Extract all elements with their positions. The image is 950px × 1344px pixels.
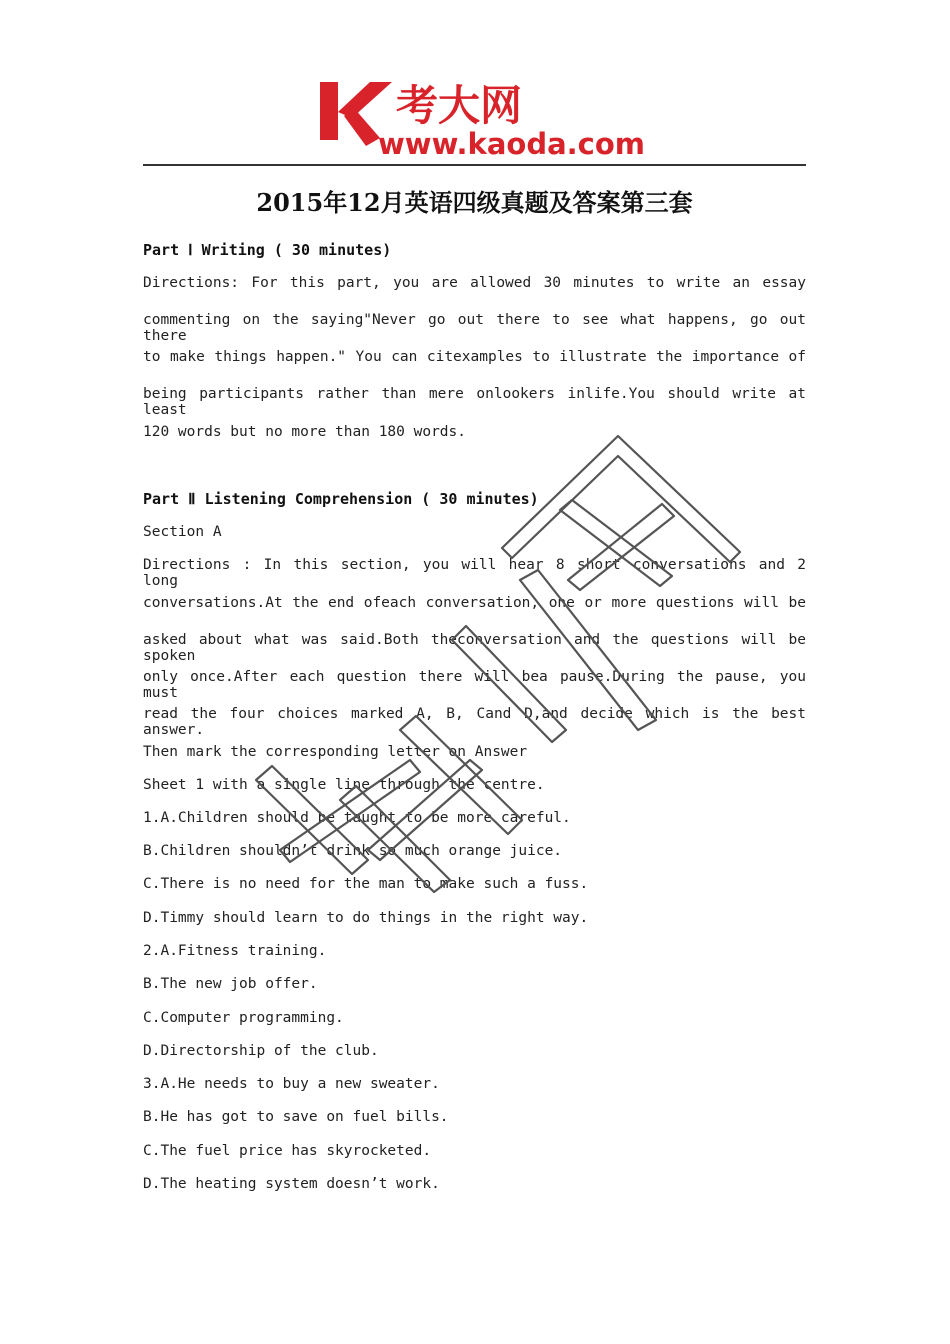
part2-directions-line: Sheet 1 with a single line through the centre. xyxy=(143,777,545,793)
question-option: C.There is no need for the man to make such a fuss. xyxy=(143,876,589,892)
section-label: Section A xyxy=(143,524,222,540)
question-option: B.The new job offer. xyxy=(143,976,318,992)
header-rule xyxy=(143,164,806,166)
part2-directions-line: asked about what was said.Both theconversation and the questions will be spoken xyxy=(143,632,806,664)
part2-directions-line: Then mark the corresponding letter on Answer xyxy=(143,744,528,760)
kaoda-logo xyxy=(318,76,648,158)
part2-directions-line: Directions : In this section, you will hear 8 short conversations and 2 long xyxy=(143,557,806,589)
question-option: 1.A.Children should be taught to be more careful. xyxy=(143,810,571,826)
part1-directions-line: 120 words but no more than 180 words. xyxy=(143,424,467,440)
part2-directions-line: read the four choices marked A, B, Cand D,and decide which is the best answer. xyxy=(143,706,806,738)
part1-directions-line: commenting on the saying"Never go out there to see what happens, go out there xyxy=(143,312,806,344)
question-option: C.The fuel price has skyrocketed. xyxy=(143,1143,432,1159)
part2-directions-line: conversations.At the end ofeach conversation, one or more questions will be xyxy=(143,595,806,611)
part2-heading: Part Ⅱ Listening Comprehension ( 30 minutes) xyxy=(143,490,539,508)
part1-heading: Part Ⅰ Writing ( 30 minutes) xyxy=(143,241,392,259)
question-option: B.He has got to save on fuel bills. xyxy=(143,1109,449,1125)
part1-directions-line: being participants rather than mere onlookers inlife.You should write at least xyxy=(143,386,806,418)
part2-directions-line: only once.After each question there will bea pause.During the pause, you must xyxy=(143,669,806,701)
part1-directions-line: to make things happen." You can citexamples to illustrate the importance of xyxy=(143,349,806,365)
question-option: C.Computer programming. xyxy=(143,1010,344,1026)
question-option: D.The heating system doesn’t work. xyxy=(143,1176,440,1192)
svg-text:www.kaoda.com: www.kaoda.com xyxy=(378,127,645,158)
part1-directions-line: Directions: For this part, you are allowed 30 minutes to write an essay xyxy=(143,275,806,291)
question-option: D.Timmy should learn to do things in the right way. xyxy=(143,910,589,926)
question-option: D.Directorship of the club. xyxy=(143,1043,379,1059)
question-option: B.Children shouldn’t drink so much orange juice. xyxy=(143,843,563,859)
question-option: 3.A.He needs to buy a new sweater. xyxy=(143,1076,440,1092)
svg-text:考大网: 考大网 xyxy=(396,81,523,130)
question-option: 2.A.Fitness training. xyxy=(143,943,327,959)
document-title: 2015年12月英语四级真题及答案第三套 xyxy=(256,188,693,217)
